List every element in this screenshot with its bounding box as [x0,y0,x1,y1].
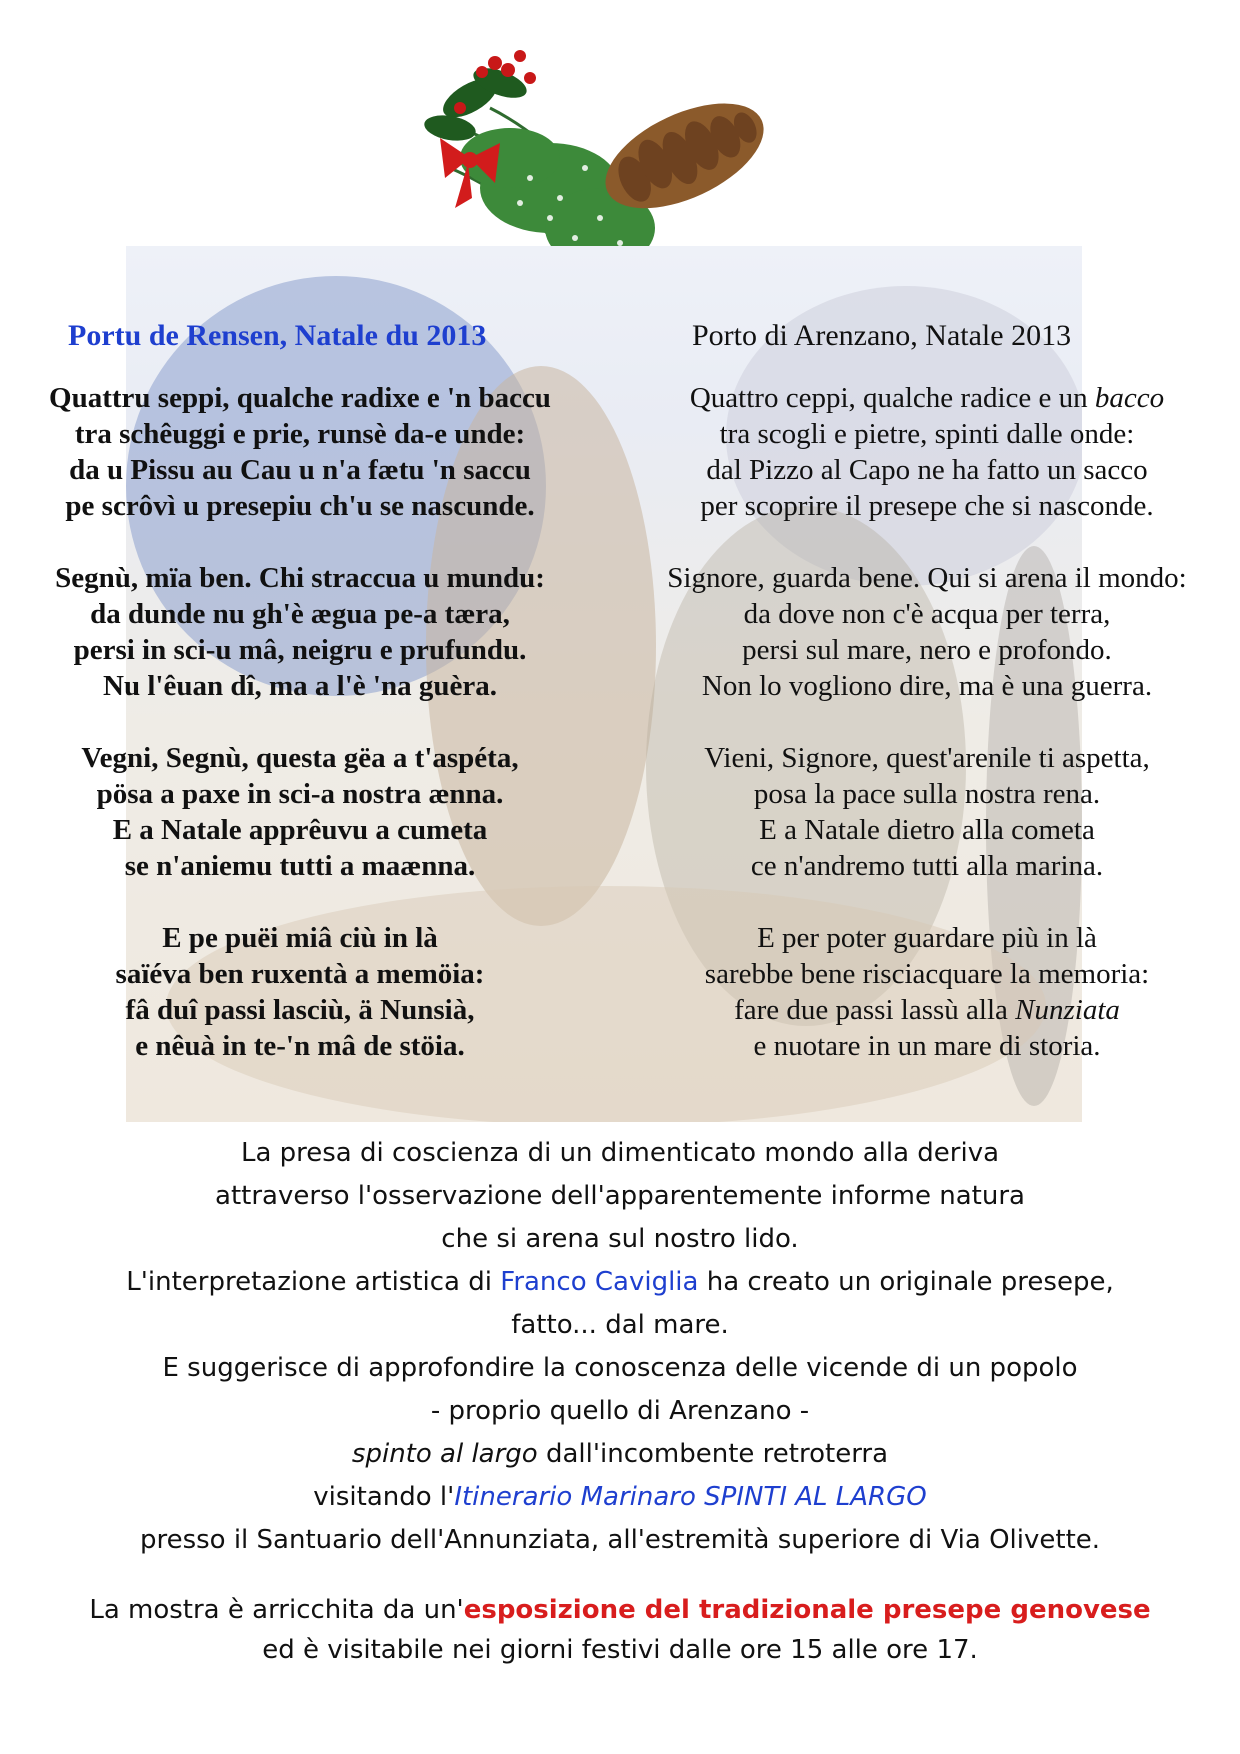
poem-line: pösa a paxe in sci-a nostra ænna. [96,778,504,810]
poem-italian-stanza-3 [622,740,1232,884]
description-line: - proprio quello di Arenzano - [430,1396,810,1426]
poem-line: saïéva ben ruxentà a memöia: [115,958,485,990]
poem-line: E a Natale apprêuvu a cumeta [112,814,488,846]
poem-italian-stanza-4 [622,920,1232,1064]
poem-line: Nu l'êuan dî, ma a l'è 'na guèra. [103,670,497,702]
poem-line: Signore, guarda bene. Qui si arena il mondo: [667,562,1187,594]
poem-line: persi sul mare, nero e profondo. [742,634,1112,666]
description-line: che si arena sul nostro lido. [441,1224,799,1254]
poem-line: pe scrôvì u presepiu ch'u se nascunde. [65,490,535,522]
poem-line: Segnù, mïa ben. Chi straccua u mundu: [55,562,545,594]
poem-genoese-stanza-1 [10,380,590,524]
poem-italian-stanza-2 [622,560,1232,704]
description-text-part: L'interpretazione artistica di [126,1267,501,1297]
poem-line: per scoprire il presepe che si nasconde. [700,490,1154,522]
poem-line: da u Pissu au Cau u n'a fætu 'n saccu [69,454,531,486]
poem-line: e nuotare in un mare di storia. [753,1030,1101,1062]
poem-italian-stanza-1 [622,380,1232,524]
description-line [20,1261,1220,1304]
poem-line: ce n'andremo tutti alla marina. [750,850,1104,882]
poem-line: tra scogli e pietre, spinti dalle onde: [719,418,1135,450]
poem-line-italic: bacco [1094,382,1165,414]
poem-line: E pe puëi miâ ciù in là [162,922,438,954]
poem-line-text: Quattro ceppi, qualche radice e un [689,382,1095,414]
poem-line: dal Pizzo al Capo ne ha fatto un sacco [706,454,1148,486]
artist-name: Franco Caviglia [500,1267,699,1297]
poem-line: E a Natale dietro alla cometa [759,814,1095,846]
poem-genoese-stanza-4 [10,920,590,1064]
notice-line: ed è visitabile nei giorni festivi dalle ore 15 alle ore 17. [262,1635,978,1665]
poem-line: tra schêuggi e prie, runsè da-e unde: [74,418,526,450]
poem-line: fâ duî passi lasciù, ä Nunsià, [125,994,475,1026]
description-line: La presa di coscienza di un dimenticato mondo alla deriva [240,1138,1000,1168]
poem-line: da dove non c'è acqua per terra, [743,598,1111,630]
poem-genoese [10,318,590,1100]
description-text-part: ha creato un originale presepe, [698,1267,1114,1297]
poem-line: E per poter guardare più in là [757,922,1097,954]
poem-line: Vieni, Signore, quest'arenile ti aspetta, [704,742,1150,774]
description-line [20,1433,1220,1476]
poem-genoese-stanza-2 [10,560,590,704]
poem-line: se n'aniemu tutti a maænna. [124,850,476,882]
poem-line: posa la pace sulla nostra rena. [753,778,1101,810]
description-text-part: dall'incombente retroterra [537,1439,889,1469]
poem-line: sarebbe bene risciacquare la memoria: [704,958,1150,990]
description-line: presso il Santuario dell'Annunziata, all'estremità superiore di Via Olivette. [139,1525,1101,1555]
itinerary-name: Itinerario Marinaro SPINTI AL LARGO [454,1482,927,1512]
poem-line: Non lo vogliono dire, ma è una guerra. [701,670,1153,702]
poem-line: persi in sci-u mâ, neigru e prufundu. [73,634,527,666]
description-line: E suggerisce di approfondire la conoscenza delle vicende di un popolo [162,1353,1078,1383]
poem-line-text: fare due passi lassù alla [734,994,1016,1026]
poem-line: Vegni, Segnù, questa gëa a t'aspéta, [81,742,519,774]
poem-italian [622,318,1232,1100]
poem-line [622,992,1232,1028]
poem-line [622,380,1232,416]
description-italic: spinto al largo [351,1439,538,1469]
notice-highlight: esposizione del tradizionale presepe genovese [463,1595,1151,1625]
poem-genoese-title: Portu de Rensen, Natale du 2013 [68,319,487,352]
poem-italian-title: Porto di Arenzano, Natale 2013 [692,319,1072,352]
poem-line: e nêuà in te-'n mâ de stöia. [135,1030,465,1062]
poem-line: Quattru seppi, qualche radixe e 'n baccu [49,382,551,414]
notice-line [20,1590,1220,1630]
notice-text-part: La mostra è arricchita da un' [89,1595,464,1625]
poem-line: da dunde nu gh'è ægua pe-a tæra, [90,598,510,630]
description-text-part: visitando l' [313,1482,455,1512]
description-line: attraverso l'osservazione dell'apparentemente informe natura [215,1181,1025,1211]
exhibition-notice [20,1590,1220,1670]
poem-genoese-stanza-3 [10,740,590,884]
poem-line-italic: Nunziata [1015,994,1120,1026]
description-text [20,1132,1220,1562]
description-line [20,1476,1220,1519]
description-line: fatto... dal mare. [511,1310,729,1340]
